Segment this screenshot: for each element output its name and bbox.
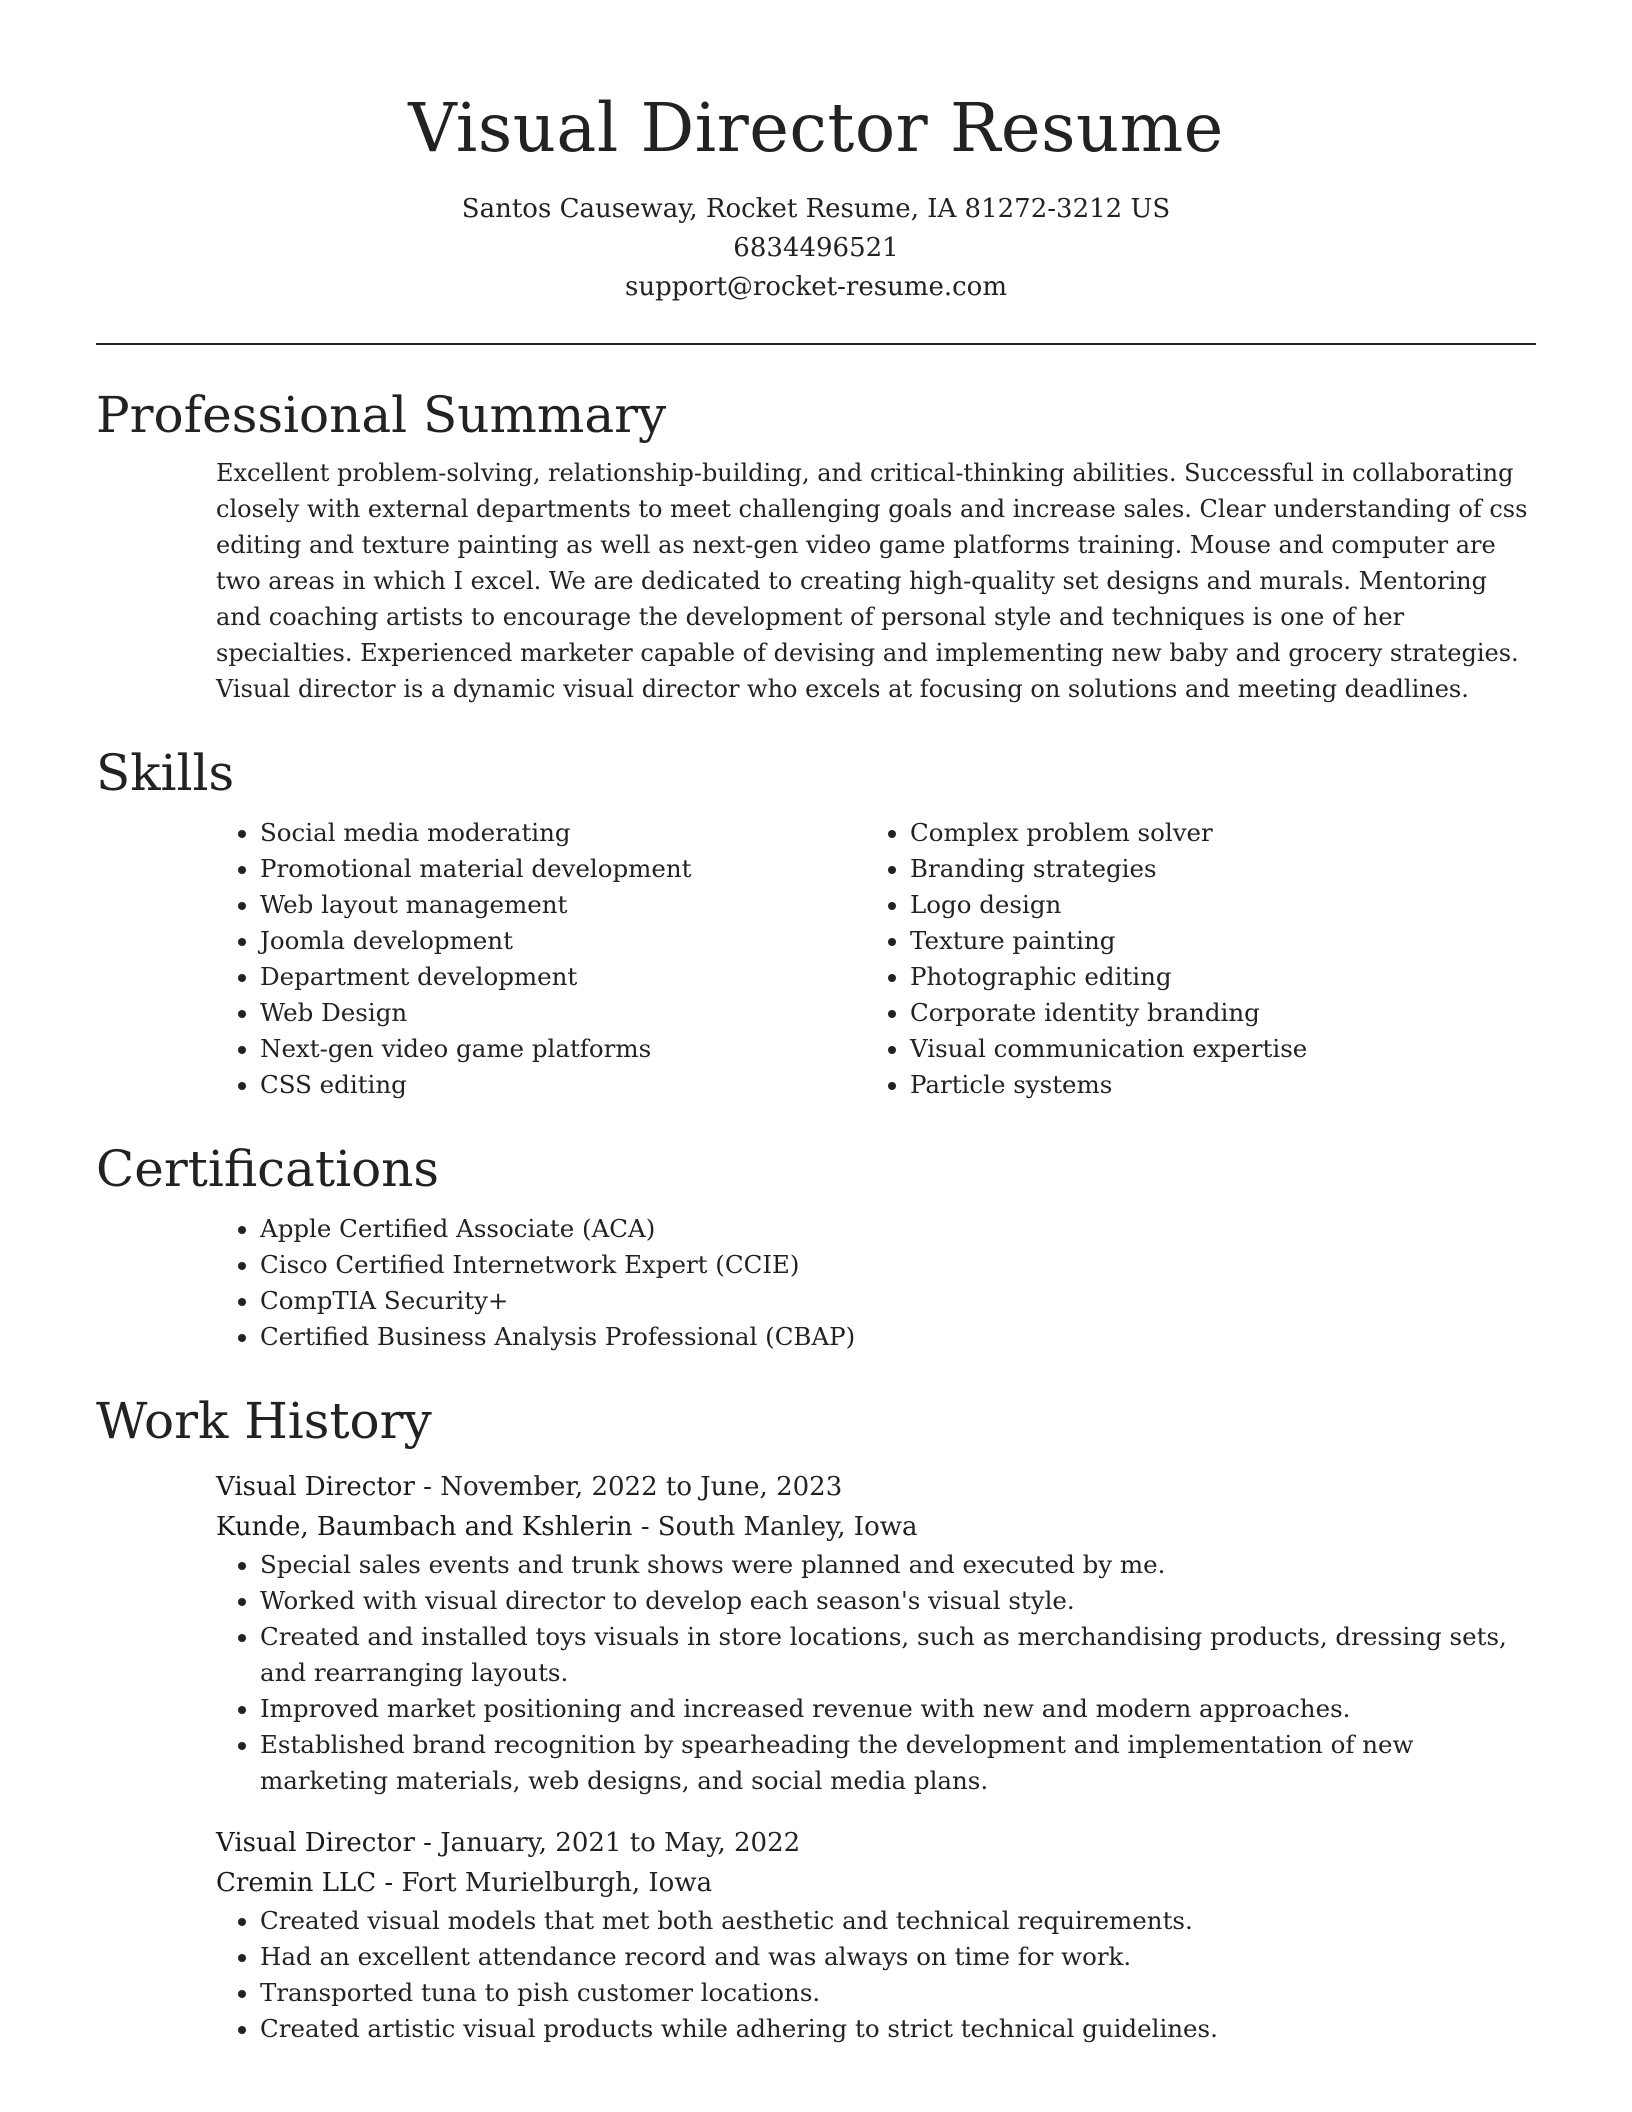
job-company: Kunde, Baumbach and Kshlerin — [216, 1512, 633, 1542]
professional-summary-section — [96, 385, 1536, 707]
skill-item: • Web layout management — [260, 887, 866, 923]
job-company-line — [216, 1863, 1536, 1903]
phone-number: 6834496521 — [733, 233, 899, 263]
job-bullet: • Established brand recognition by spearheading the development and implementation of new marketing materials, web designs, and social media plans. — [260, 1727, 1536, 1799]
summary-text: Excellent problem-solving, relationship-building, and critical-thinking abilities. Successful in collaborating closely with external departments to meet challenging goals and increase sales. Clear understanding of css editing and texture painting as well as next-gen video game platforms training. Mouse and computer are two areas in which I excel. We are dedicated to creating high-quality set designs and murals. Mentoring and coaching artists to encourage the development of personal style and techniques is one of her specialties. Experienced marketer capable of devising and implementing new baby and grocery strategies. Visual director is a dynamic visual director who excels at focusing on solutions and meeting deadlines. — [216, 459, 1528, 703]
section-title-work-history: Work History — [96, 1392, 432, 1450]
skill-item: • Promotional material development — [260, 851, 866, 887]
skill-item: • Web Design — [260, 995, 866, 1031]
section-title-certifications: Certifications — [96, 1140, 440, 1198]
job-location: - Fort Murielburgh, Iowa — [376, 1868, 713, 1898]
certification-item: • Cisco Certified Internetwork Expert (CCIE) — [260, 1247, 1536, 1283]
job-role: Visual Director — [216, 1828, 415, 1858]
job-entry — [96, 1823, 1536, 2047]
certifications-section — [96, 1139, 1536, 1355]
work-history-section — [96, 1391, 1536, 2047]
certification-item: • Apple Certified Associate (ACA) — [260, 1211, 1536, 1247]
skill-item: • CSS editing — [260, 1067, 866, 1103]
skill-item: • Department development — [260, 959, 866, 995]
email-address: support@rocket-resume.com — [624, 272, 1007, 302]
section-title-skills: Skills — [96, 744, 235, 802]
skill-item: • Branding strategies — [910, 851, 1516, 887]
job-company-line — [216, 1507, 1536, 1547]
job-location: - South Manley, Iowa — [632, 1512, 918, 1542]
skills-grid — [216, 815, 1536, 1103]
job-role: Visual Director — [216, 1472, 415, 1502]
job-bullet: • Created artistic visual products while adhering to strict technical guidelines. — [260, 2011, 1536, 2047]
job-entry — [96, 1467, 1536, 1799]
header-divider — [96, 343, 1536, 345]
skill-item: • Next-gen video game platforms — [260, 1031, 866, 1067]
job-title-line — [216, 1823, 1536, 1863]
job-bullet: • Created and installed toys visuals in store locations, such as merchandising products, dressing sets, and rearranging layouts. — [260, 1619, 1536, 1691]
skill-item: • Visual communication expertise — [910, 1031, 1516, 1067]
resume-header — [96, 0, 1536, 307]
job-dates: - January, 2021 to May, 2022 — [414, 1828, 801, 1858]
skills-column-right — [866, 815, 1516, 1103]
skill-item: • Logo design — [910, 887, 1516, 923]
address: Santos Causeway, Rocket Resume, IA 81272-3212 US — [461, 194, 1171, 224]
resume-title: Visual Director Resume — [408, 89, 1224, 167]
certification-item: • CompTIA Security+ — [260, 1283, 1536, 1319]
job-bullet: • Worked with visual director to develop each season's visual style. — [260, 1583, 1536, 1619]
skill-item: • Photographic editing — [910, 959, 1516, 995]
job-title-line — [216, 1467, 1536, 1507]
skill-item: • Joomla development — [260, 923, 866, 959]
job-bullet: • Improved market positioning and increased revenue with new and modern approaches. — [260, 1691, 1536, 1727]
job-bullet: • Created visual models that met both aesthetic and technical requirements. — [260, 1903, 1536, 1939]
skills-section — [96, 743, 1536, 1103]
job-bullet: • Had an excellent attendance record and was always on time for work. — [260, 1939, 1536, 1975]
skill-item: • Texture painting — [910, 923, 1516, 959]
certification-item: • Certified Business Analysis Professional (CBAP) — [260, 1319, 1536, 1355]
job-dates: - November, 2022 to June, 2023 — [414, 1472, 843, 1502]
section-title-summary: Professional Summary — [96, 386, 667, 444]
job-company: Cremin LLC — [216, 1868, 377, 1898]
skill-item: • Corporate identity branding — [910, 995, 1516, 1031]
skill-item: • Complex problem solver — [910, 815, 1516, 851]
skill-item: • Social media moderating — [260, 815, 866, 851]
skill-item: • Particle systems — [910, 1067, 1516, 1103]
job-bullet: • Special sales events and trunk shows were planned and executed by me. — [260, 1547, 1536, 1583]
job-bullet: • Transported tuna to pish customer locations. — [260, 1975, 1536, 2011]
skills-column-left — [216, 815, 866, 1103]
